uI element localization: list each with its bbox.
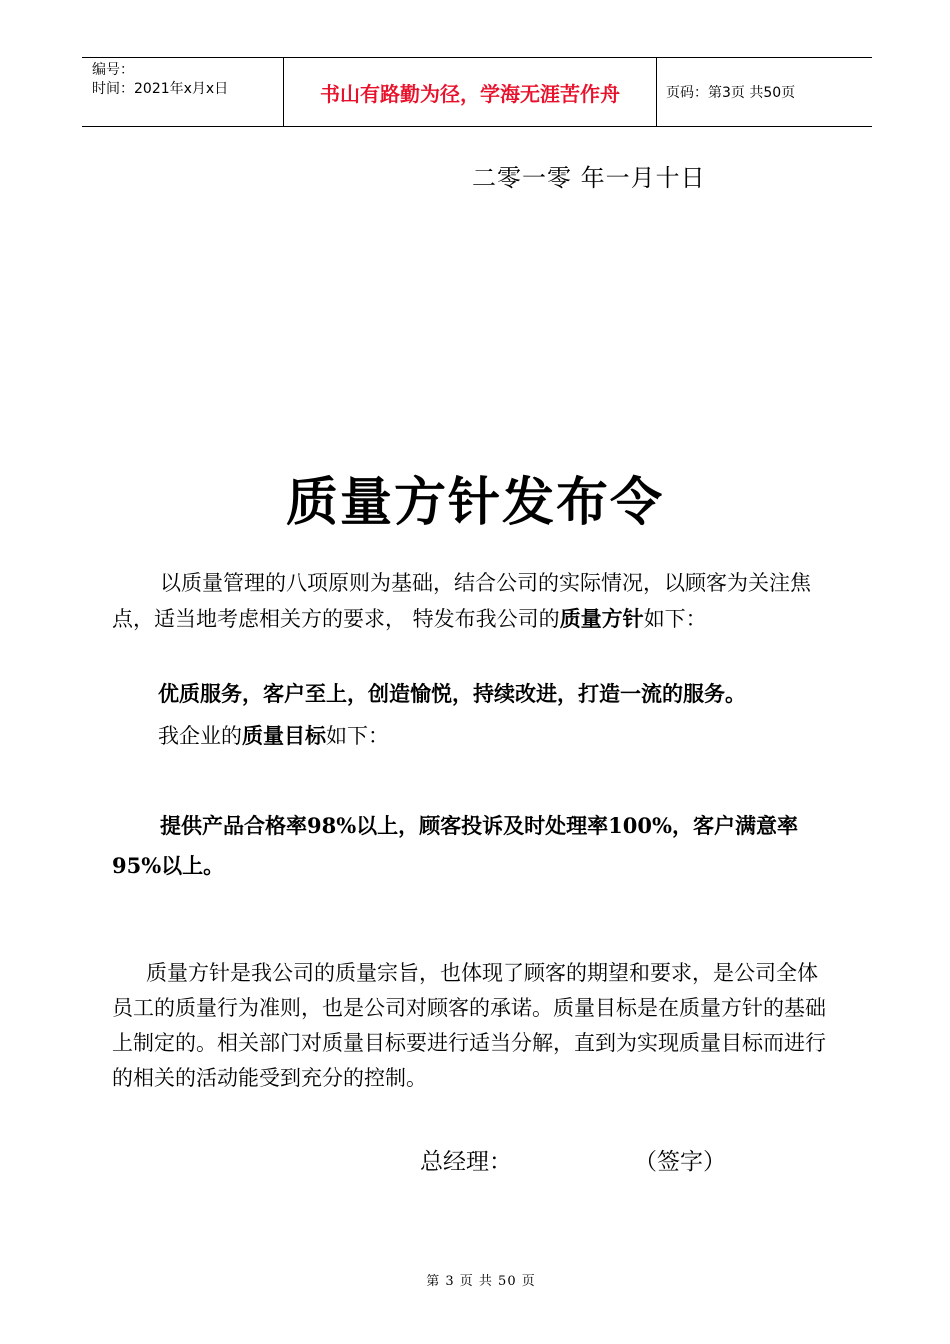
page-header [82, 57, 872, 127]
quality-policy-statement: 优质服务，客户至上，创造愉悦，持续改进，打造一流的服务。 [158, 681, 746, 706]
header-motto: 书山有路勤为径，学海无涯苦作舟 [284, 58, 657, 126]
document-number-label: 编号： [92, 62, 134, 78]
intro-text-end: 如下： [643, 607, 707, 631]
intro-paragraph [112, 565, 832, 637]
quality-goal-term: 质量目标 [242, 723, 326, 748]
goal-intro-text: 我企业的 [158, 724, 242, 748]
quality-goals-statement: 提供产品合格率98%以上，顾客投诉及时处理率100%，客户满意率95%以上。 [112, 813, 798, 878]
intro-text: 以质量管理的八项原则为基础，结合公司的实际情况，以顾客为关注焦点，适当地考虑相关方的要求， 特发布我公司的 [112, 571, 811, 631]
goal-intro-text-end: 如下： [326, 724, 389, 748]
goal-intro-line [158, 720, 389, 750]
page-footer: 第 3 页 共 50 页 [426, 1274, 536, 1289]
signature-label: 总经理： [420, 1149, 512, 1175]
closing-paragraph: 质量方针是我公司的质量宗旨，也体现了顾客的期望和要求，是公司全体员工的质量行为准则，也是公司对顾客的承诺。质量目标是在质量方针的基础上制定的。相关部门对质量目标要进行适当分解，直到为实现质量目标而进行的相关的活动能受到充分的控制。 [112, 961, 826, 1090]
header-page-info: 页码：第3页 共50页 [666, 85, 796, 101]
document-time-label: 时间：2021年x月x日 [92, 81, 229, 97]
quality-policy-term: 质量方针 [559, 606, 644, 631]
signature-note: （签字） [634, 1149, 726, 1175]
document-date: 二零一零 年一月十日 [472, 164, 706, 192]
header-meta [82, 58, 284, 126]
document-title: 质量方针发布令 [285, 472, 664, 533]
